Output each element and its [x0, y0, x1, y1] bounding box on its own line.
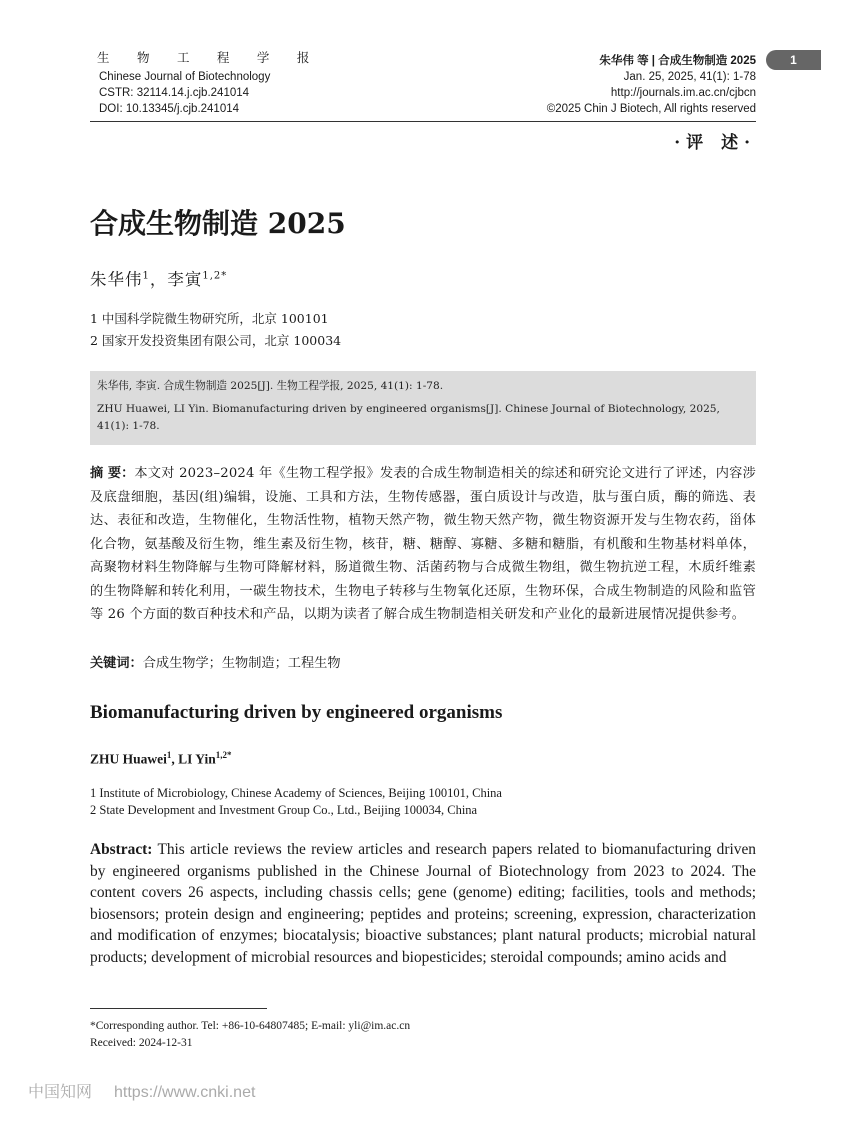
author-name: 朱华伟 [90, 270, 143, 289]
journal-name-cn: 生 物 工 程 学 报 [97, 51, 322, 65]
footnote-rule [90, 1008, 267, 1009]
affiliations-en [90, 785, 502, 819]
running-title: 朱华伟 等 | 合成生物制造 2025 [599, 55, 756, 67]
citation-cn: 朱华伟, 李寅. 合成生物制造 2025[J]. 生物工程学报, 2025, 41(1): 1-78. [97, 380, 444, 392]
watermark-site-name: 中国知网 [28, 1084, 93, 1101]
author-name: LI Yin [178, 751, 216, 767]
author-affiliation-mark: 1 [142, 270, 150, 282]
cstr-identifier: CSTR: 32114.14.j.cjb.241014 [99, 87, 250, 99]
abstract-cn [90, 462, 756, 627]
corresponding-author-note: *Corresponding author. Tel: +86-10-64807485; E-mail: yli@im.ac.cn [90, 1020, 411, 1032]
author-affiliation-mark: 1,2* [202, 270, 228, 282]
affiliation-item: 2 State Development and Investment Group Co., Ltd., Beijing 100034, China [90, 803, 478, 817]
citation-box [90, 371, 756, 445]
journal-name-en: Chinese Journal of Biotechnology [99, 71, 271, 83]
affiliations-cn [90, 308, 341, 352]
doi-identifier: DOI: 10.13345/j.cjb.241014 [99, 103, 240, 115]
abstract-text-en: This article reviews the review articles and research papers related to biomanufacturing driven by engineered organisms published in the Chinese Journal of Biotechnology from 2023 to 2024. The content covers 26 aspects, including chassis cells; gene (genome) editing; facilities, tools and methods; biosensors; protein design and engineering; peptides and proteins; screening, expression, characterization and modification of enzymes; biocatalysis; bioactive substances; plant natural products; microbial natural products; development of microbial resources and biopesticides; steroidal compounds; amino acids and [90, 841, 757, 966]
affiliation-item: 1 Institute of Microbiology, Chinese Academy of Sciences, Beijing 100101, China [90, 786, 502, 800]
author-separator: , [171, 751, 179, 767]
page-number-badge: 1 [766, 50, 821, 70]
header-rule [90, 121, 756, 122]
abstract-text-cn: 本文对 2023–2024 年《生物工程学报》发表的合成生物制造相关的综述和研究论文进行了评述，内容涉及底盘细胞，基因(组)编辑，设施、工具和方法，生物传感器，蛋白质设计与改造，肽与蛋白质，酶的筛选、表达、表征和改造，生物催化，生物活性物，植物天然产物，微生物天然产物，微生物资源开发与生物农药，甾体化合物，氨基酸及衍生物，维生素及衍生物，核苷，糖、糖醇、寡糖、多糖和糖脂，有机酸和生物基材料单体，高聚物材料生物降解与生物可降解材料，肠道微生物、活菌药物与合成微生物组，微生物抗逆工程，木质纤维素的生物降解和转化利用，一碳生物技术，生物电子转移与生物氧化还原，生物环保，合成生物制造的风险和监管等 26 个方面的数百种技术和产品，以期为读者了解合成生物制造相关研发和产业化的最新进展情况提供参考。 [90, 466, 757, 622]
abstract-label-cn: 摘 要： [90, 466, 135, 481]
keywords-cn [90, 652, 341, 671]
section-tag: ·评 述· [674, 133, 756, 153]
affiliation-item: 1 中国科学院微生物研究所，北京 100101 [90, 311, 329, 326]
authors-cn [90, 266, 227, 290]
author-affiliation-mark: 1,2* [215, 750, 232, 760]
page-title-en: Biomanufacturing driven by engineered organisms [90, 702, 503, 723]
keywords-text-cn: 合成生物学；生物制造；工程生物 [142, 656, 341, 671]
citation-en: ZHU Huawei, LI Yin. Biomanufacturing driven by engineered organisms[J]. Chinese Journal of Biotechnology, 2025, 41(1): 1-78. [97, 403, 720, 432]
keywords-label-cn: 关键词： [90, 656, 143, 671]
watermark-url: https://www.cnki.net [114, 1084, 256, 1101]
cnki-watermark [28, 1079, 255, 1102]
page-title-cn: 合成生物制造 2025 [90, 207, 346, 240]
affiliation-item: 2 国家开发投资集团有限公司，北京 100034 [90, 333, 342, 348]
author-name: 李寅 [167, 270, 203, 289]
authors-en [90, 750, 232, 768]
author-affiliation-mark: 1 [166, 750, 172, 760]
footnote [90, 1018, 410, 1051]
author-separator: ， [149, 270, 168, 289]
abstract-en [90, 839, 756, 968]
author-name: ZHU Huawei [90, 751, 167, 767]
copyright-notice: ©2025 Chin J Biotech, All rights reserved [546, 103, 756, 115]
received-date: Received: 2024-12-31 [90, 1036, 193, 1049]
abstract-label-en: Abstract: [90, 841, 153, 858]
journal-website: http://journals.im.ac.cn/cjbcn [610, 87, 756, 99]
issue-date: Jan. 25, 2025, 41(1): 1-78 [623, 71, 756, 83]
